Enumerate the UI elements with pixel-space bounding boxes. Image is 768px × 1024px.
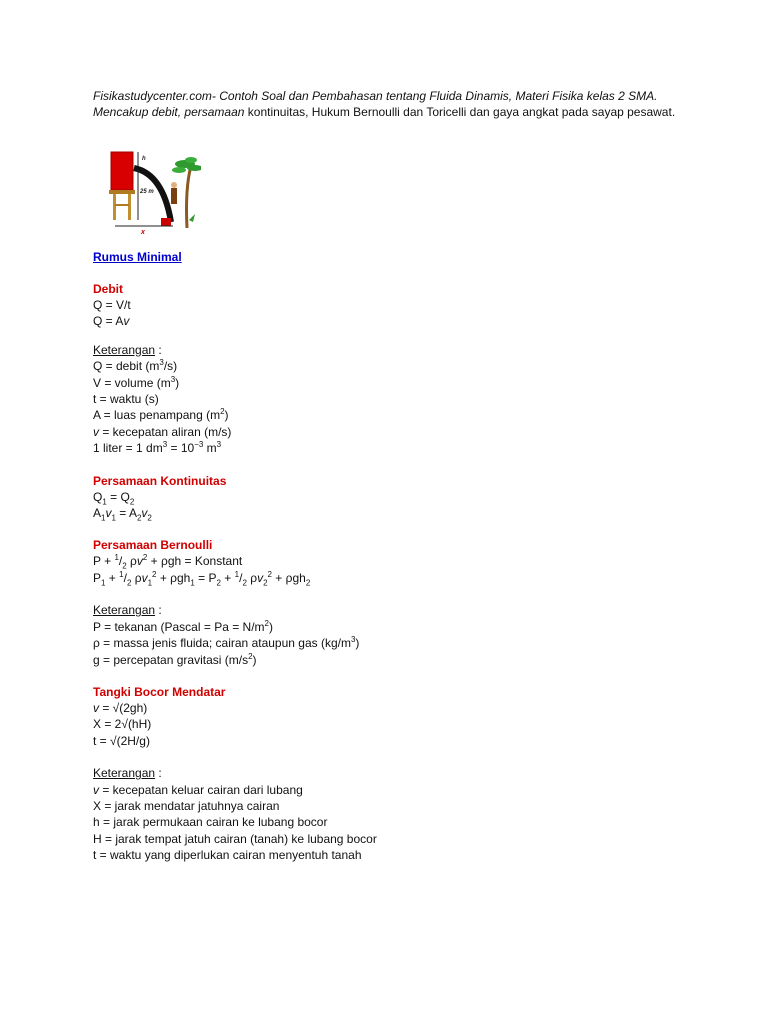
ket2-line-1: P = tekanan (Pascal = $Pa = N/m^2$): [93, 618, 273, 634]
debit-eq-2: Q = Av: [93, 314, 130, 329]
ket1-line-6: 1 liter = 1 $dm^3 = 10^{-3}$ $m^3$: [93, 440, 222, 456]
ket1-line-2: V = volume $(m^3)$: [93, 374, 180, 390]
keterangan-1: Keterangan :: [93, 342, 162, 357]
ket3-line-3: h = jarak permukaan cairan ke lubang bocor: [93, 815, 328, 830]
debit-eq-1: Q = V/t: [93, 298, 131, 312]
rumus-minimal-link[interactable]: Rumus Minimal: [93, 250, 182, 264]
kontinuitas-heading: Persamaan Kontinuitas: [93, 473, 227, 488]
ket3-line-1: v = kecepatan keluar cairan dari lubang: [93, 782, 303, 797]
ket3-line-2: X = jarak mendatar jatuhnya cairan: [93, 798, 280, 813]
leaking-tank-illustration: [101, 148, 201, 236]
tangki-eq-2: X = 2√(hH): [93, 717, 152, 732]
ket3-line-5: t = waktu yang diperlukan cairan menyentuh tanah: [93, 848, 362, 863]
kontinuitas-eq-1: $Q_1 = Q_2$: [93, 489, 135, 507]
ket1-line-5: v = kecepatan aliran (m/s): [93, 424, 232, 439]
svg-text:25 m: 25 m: [140, 189, 154, 195]
ket3-line-4: H = jarak tempat jatuh cairan (tanah) ke lubang bocor: [93, 831, 377, 846]
ket1-line-4: A = luas penampang $(m^2)$: [93, 407, 229, 423]
ket2-line-2: ρ = massa jenis fluida; cairan ataupun gas $(kg/m^3)$: [93, 635, 360, 651]
tangki-heading: Tangki Bocor Mendatar: [93, 684, 226, 699]
svg-text:x: x: [141, 229, 145, 236]
ket1-line-3: t = waktu (s): [93, 392, 159, 407]
intro-italic-text: Fisikastudycenter.com- Contoh Soal dan Pembahasan tentang Fluida Dinamis, Materi Fisika kelas 2 SMA. Mencakup debit, persamaan: [93, 89, 658, 119]
bernoulli-eq-1: $P + ^1/_2$ $\rho v^2 + \rho gh$ = Konstant: [93, 553, 243, 571]
debit-heading: Debit: [93, 282, 123, 296]
intro-text: kontinuitas, Hukum Bernoulli dan Toricelli dan gaya angkat pada sayap pesawat.: [244, 105, 676, 119]
intro-paragraph: [93, 88, 678, 120]
keterangan-3: Keterangan :: [93, 766, 162, 781]
ket2-line-3: g = percepatan gravitasi $(m/s^2)$: [93, 651, 257, 667]
tangki-eq-3: t = √(2H/g): [93, 733, 150, 748]
keterangan-2: Keterangan :: [93, 603, 162, 618]
svg-text:h: h: [142, 156, 146, 162]
tangki-eq-1: v = √(2gh): [93, 700, 148, 715]
ket1-line-1: Q = debit $(m^3/s)$: [93, 358, 178, 374]
bernoulli-heading: Persamaan Bernoulli: [93, 538, 213, 553]
bernoulli-eq-2: $P_1 + ^1/_2$ $\rho v_1^2 + \rho gh_1 = P_2 + ^1/_2$ $\rho v_2^2 + \rho gh_2$: [93, 569, 311, 588]
kontinuitas-eq-2: $A_1v_1 = A_2v_2$: [93, 506, 152, 523]
document-page: [93, 88, 693, 864]
